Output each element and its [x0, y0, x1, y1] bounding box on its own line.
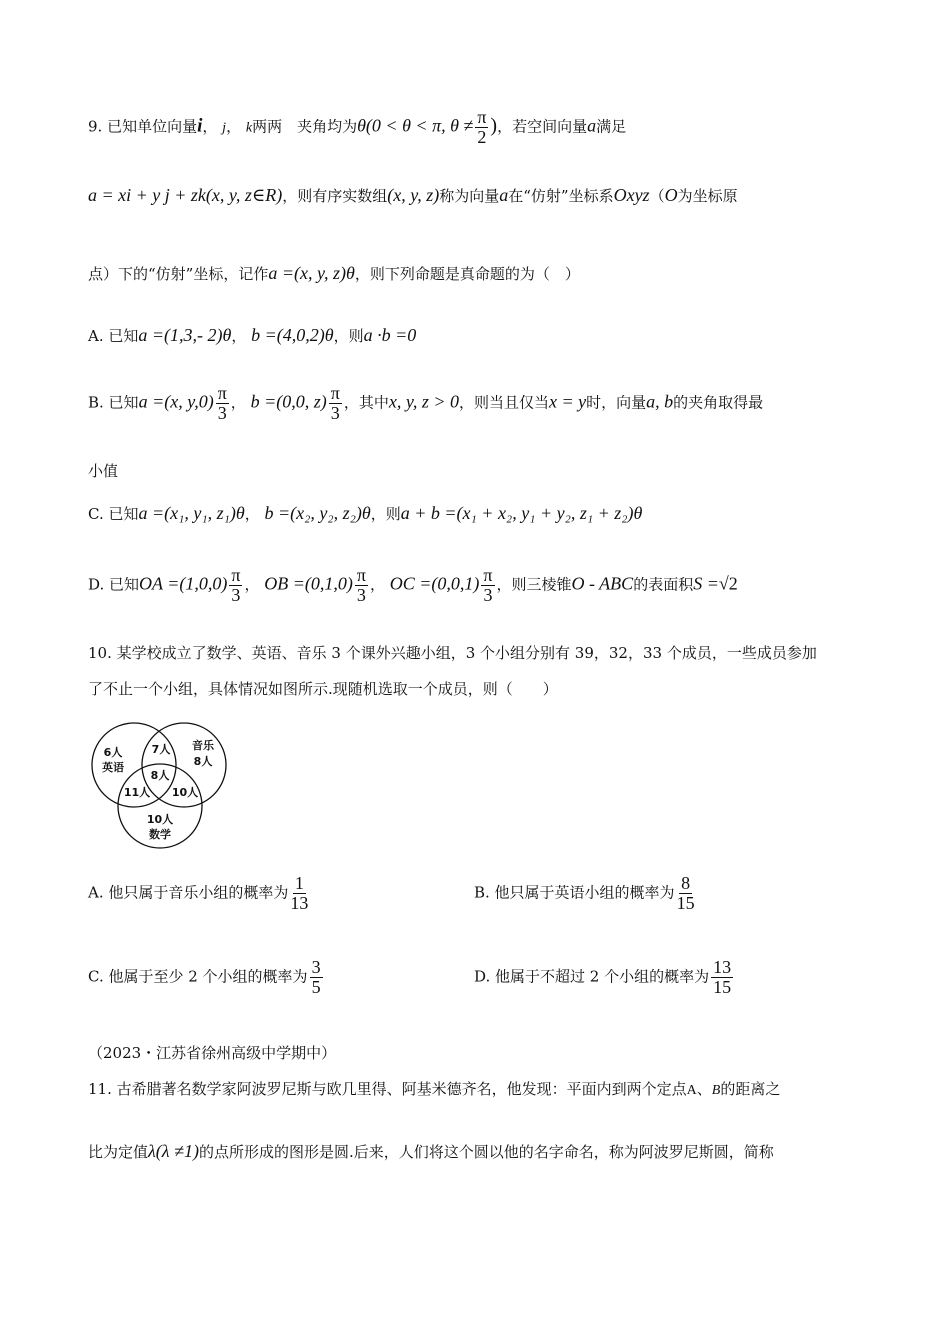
venn-music-only: 8人 [193, 755, 213, 768]
pi-over-2: $\frac{\pi}{2}$ [477, 107, 487, 147]
venn-center: 8人 [150, 769, 170, 782]
q10-option-d: D. 他属于不超过 2 个小组的概率为 $\frac{13}{15}$ [474, 957, 732, 997]
q9-line3: 点）下的“仿射”坐标，记作a =(x, y, z)θ，则下列命题是真命题的为（ ） [88, 263, 580, 283]
venn-eng-math: 11人 [123, 786, 151, 799]
venn-math-only: 10人 [146, 813, 174, 826]
q9-option-a: A. 已知a =(1,3,- 2)θ， b =(4,0,2)θ，则a ·b =0 [88, 325, 417, 345]
theta-condition: θ(0 < θ < π, θ ≠ [357, 115, 474, 136]
q10-line2: 了不止一个小组，具体情况如图所示.现随机选取一个成员，则（ ） [88, 680, 558, 698]
q9-option-b: B. 已知a =(x, y,0) $\frac{\pi}{3}$ ， b =(0,0, z) $\frac{\pi}{3}$ ，其中x, y, z > 0，则当且仅当x = y时，向量a, b的夹角取得最 [88, 383, 764, 423]
venn-eng-label: 英语 [102, 761, 124, 774]
q10-line1: 10. 某学校成立了数学、英语、音乐 3 个课外兴趣小组，3 个小组分别有 39，32，33 个成员，一些成员参加 [88, 644, 817, 662]
affine-formula: a = xi + y j + zk(x, y, z∈R) [88, 185, 283, 205]
source-note: （2023・江苏省徐州高级中学期中） [88, 1044, 337, 1062]
q9-option-c: C. 已知a =(x₁, y₁, z₁)θ， b =(x₂, y₂, z₂)θ，则a + b =(x₁ + x₂, y₁ + y₂, z₁ + z₂)θ [88, 503, 643, 523]
venn-eng-only: 6人 [103, 746, 123, 759]
venn-diagram [88, 715, 238, 850]
q10-option-c: C. 他属于至少 2 个小组的概率为 $\frac{3}{5}$ [88, 957, 321, 997]
venn-music-label: 音乐 [192, 739, 214, 752]
vector-i: i [197, 115, 203, 137]
q11-line2: 比为定值λ(λ ≠1)的点所形成的图形是圆.后来，人们将这个圆以他的名字命名，称为阿波罗尼斯圆，简称 [88, 1141, 774, 1161]
q9-option-d: D. 已知OA =(1,0,0) $\frac{\pi}{3}$ ， OB =(0,1,0) $\frac{\pi}{3}$ ， OC =(0,0,1) $\frac{\pi}{3}$ ，则三棱锥O - ABC的表面积S =√2 [88, 565, 738, 605]
venn-math-label: 数学 [149, 828, 171, 841]
q9-line2: a = xi + y j + zk(x, y, z∈R)，则有序实数组(x, y, z)称为向量a在“仿射”坐标系Oxyz（O为坐标原 [88, 185, 738, 205]
q9-line1: 9. 已知单位向量i， j， k两两 夹角均为θ(0 < θ < π, θ ≠ $\frac{\pi}{2}$ )，若空间向量a满足 [88, 107, 627, 147]
q9-option-b-cont: 小值 [88, 462, 119, 480]
q10-option-b: B. 他只属于英语小组的概率为 $\frac{8}{15}$ [474, 873, 695, 913]
q11-line1: 11. 古希腊著名数学家阿波罗尼斯与欧几里得、阿基米德齐名，他发现：平面内到两个定点A、B的距离之 [88, 1080, 781, 1098]
venn-music-math: 10人 [171, 786, 199, 799]
q10-option-a: A. 他只属于音乐小组的概率为 $\frac{1}{13}$ [88, 873, 309, 913]
venn-eng-music: 7人 [151, 743, 171, 756]
